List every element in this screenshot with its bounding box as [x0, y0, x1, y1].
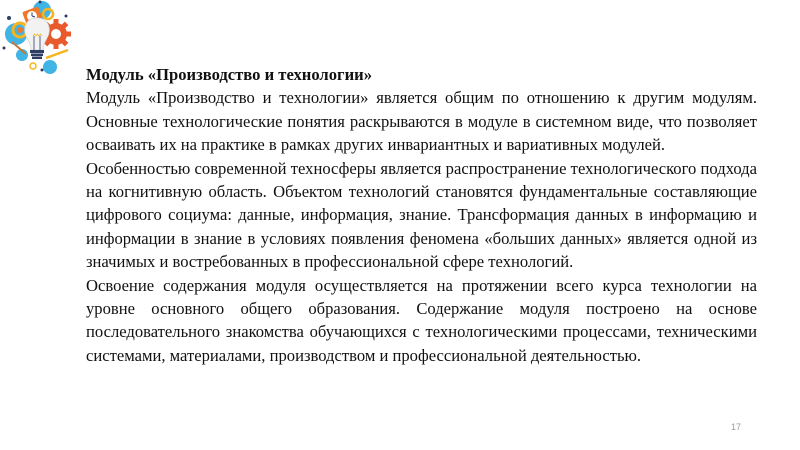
paragraph-2-text: Особенностью современной техносферы является распространение технологического подхода на когнитивную область. Объектом технологий становятся фундаментальные составляющие цифрового социума: данные, информация, знание. Трансформация данных в информацию и информации в знание в условиях появления феномена «больших данных» является одной из значимых и востребованных в профессиональной сфере технологий. [86, 158, 757, 272]
paragraph-2 [86, 157, 757, 274]
slide-title: Модуль «Производство и технологии» [86, 65, 372, 84]
slide-content [86, 63, 757, 367]
paragraph-1 [86, 86, 757, 156]
lightbulb-gears-icon [0, 0, 75, 78]
paragraph-1-text: Модуль «Производство и технологии» является общим по отношению к другим модулям. Основные технологические понятия раскрываются в модуле в системном виде, что позволяет осваивать их на практике в рамках других инвариантных и вариативных модулей. [86, 88, 757, 155]
paragraph-3-text: Освоение содержания модуля осуществляется на протяжении всего курса технологии на уровне основного общего образования. Содержание модуля построено на основе последовательного знакомства обучающихся с технологическими процессами, техническими системами, материалами, производством и профессиональной деятельностью. [86, 275, 757, 365]
page-number: 17 [731, 422, 742, 432]
paragraph-3 [86, 274, 757, 368]
